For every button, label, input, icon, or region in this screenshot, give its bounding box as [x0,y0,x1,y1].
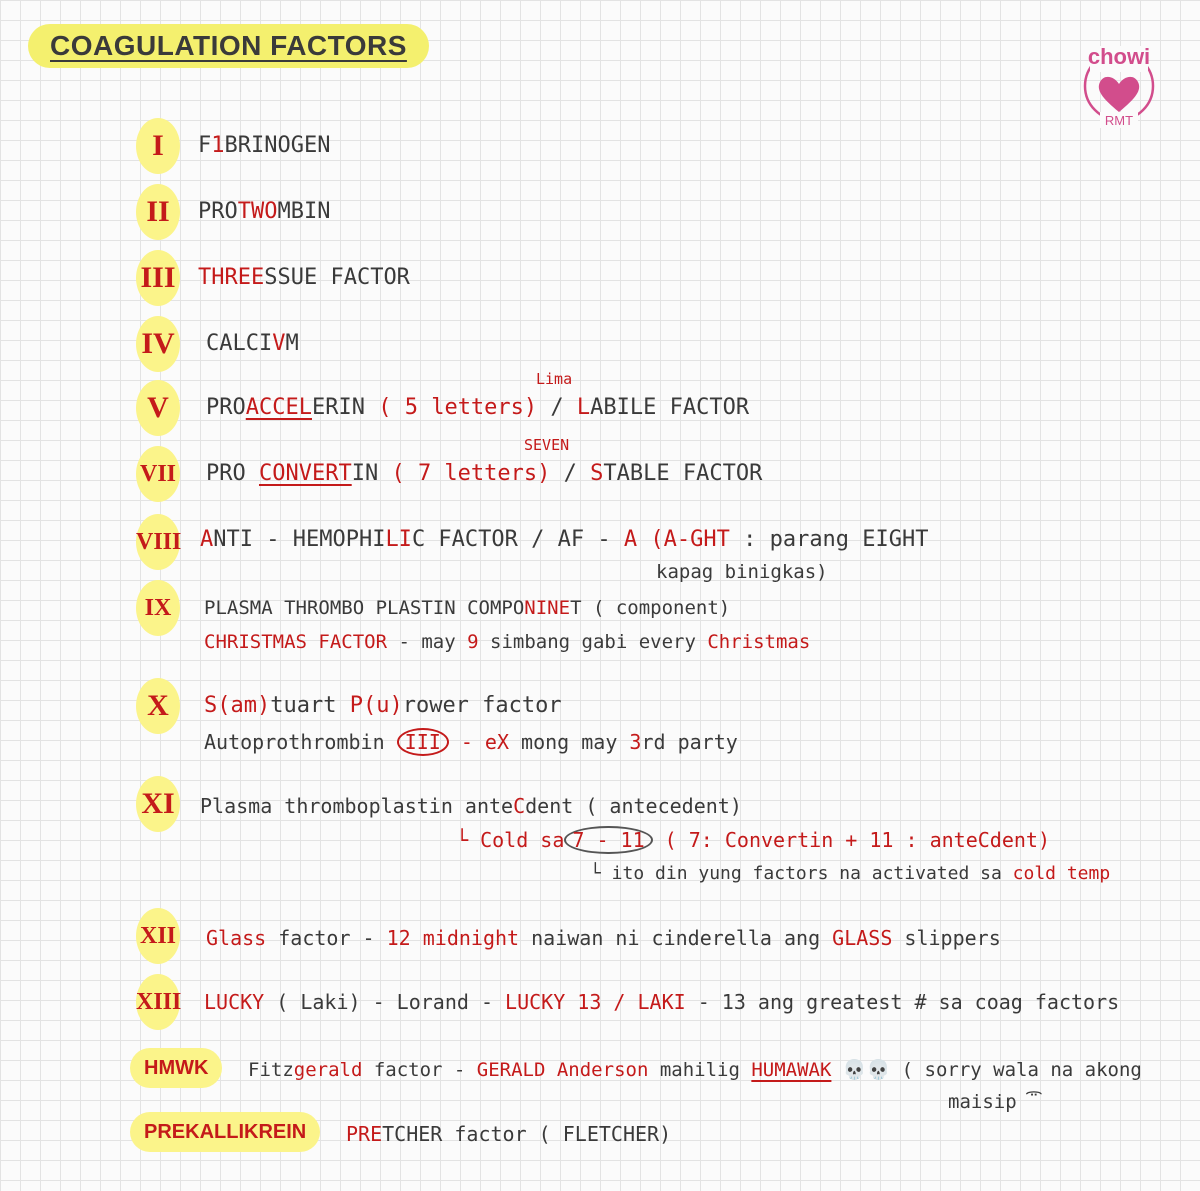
text-segment: BRINOGEN [224,133,331,158]
text-segment: ERIN [311,395,365,420]
text-segment: Lorand [396,990,469,1014]
text-segment: 3 [629,730,642,754]
numeral-xi: XI [136,776,180,832]
text-segment: slippers [892,926,1001,950]
factor-xii-line [206,924,1001,952]
text-segment: └ Cold sa [456,828,565,852]
text-segment: MBIN [277,199,331,224]
text-segment: : parang EIGHT [729,527,929,552]
numeral-v: V [136,380,180,436]
numeral-ix: IX [136,580,180,636]
text-segment: Plasma thromboplastin ante [200,794,514,818]
factor-viii-line-1 [200,526,929,554]
text-segment: 1 [211,133,225,158]
factor-v-line [206,394,749,422]
text-segment: F [198,133,212,158]
logo-top-text: chowi [1087,44,1151,69]
text-segment: ( 7 letters) [391,461,551,486]
text-segment: C [977,828,990,852]
text-segment: III [397,728,449,756]
text-segment: Glass [206,926,267,950]
factor-viii-line-2: kapag binigkas) [656,561,828,583]
page-title: COAGULATION FACTORS [28,24,429,68]
label-hmwk: HMWK [130,1048,222,1088]
text-segment: tuart [270,693,350,718]
text-segment: / [550,395,564,420]
text-segment: / [563,461,577,486]
text-segment: - [468,990,506,1014]
text-segment: HUMAWAK [751,1059,832,1081]
text-segment: V [272,331,286,356]
text-segment: └ ito din yung factors na activated sa [590,863,1013,884]
text-segment: GERALD Anderson [476,1059,649,1081]
numeral-viii: VIII [136,514,180,570]
text-segment: Fitz [248,1059,294,1081]
text-segment: LI [385,527,412,552]
text-segment: NTI - HEMOPHI [213,527,386,552]
chowi-rmt-logo [1082,24,1156,130]
numeral-vii: VII [136,446,180,502]
text-segment: Christmas [707,631,811,653]
factor-vii-note: SEVEN [524,436,570,454]
text-segment: cold temp [1012,863,1111,884]
factor-vii-line [206,460,762,488]
text-segment: PRO [198,199,238,224]
text-segment: GLASS [832,926,893,950]
text-segment: A [200,527,214,552]
text-segment: PLASMA THROMBO PLASTIN COMPO [204,597,525,619]
label-prekallikrein: PREKALLIKREIN [130,1112,320,1152]
numeral-i: I [136,118,180,174]
text-segment: CALCI [206,331,273,356]
numeral-xii: XII [136,908,180,964]
factor-xi-line-2 [456,826,1050,854]
text-segment: gerald [293,1059,363,1081]
text-segment: dent) [989,828,1051,852]
text-segment: onvertin + 11 : ante [736,828,978,852]
numeral-xiii: XIII [136,974,180,1030]
factor-x-line-1 [204,692,562,720]
text-segment: 💀💀 [831,1059,902,1081]
prekallikrein-line [346,1120,671,1148]
text-segment: PRE [346,1122,383,1146]
text-segment: CHRISTMAS FACTOR [204,631,388,653]
text-segment: THREE [198,265,265,290]
text-segment: ( Laki) - [264,990,397,1014]
text-segment: PRO [206,461,259,486]
text-segment: TCHER factor ( FLETCHER) [382,1122,672,1146]
text-segment: - e [448,730,497,754]
factor-xi-line-1 [200,792,742,820]
text-segment: ( sorry wala na akong [901,1059,1142,1081]
text-segment: X [496,730,509,754]
text-segment: simbang gabi every [478,631,708,653]
text-segment: 12 midnight [386,926,520,950]
text-segment: C [724,828,737,852]
text-segment: C FACTOR / AF - [411,527,624,552]
factor-xiii-line [204,988,1119,1016]
text-segment: ( 7: [652,828,725,852]
numeral-x: X [136,678,180,734]
factor-x-line-2 [204,728,738,756]
factor-v-note: Lima [536,370,573,388]
text-segment: C [513,794,526,818]
text-segment: IN [351,461,379,486]
factor-i-line [198,132,330,160]
text-segment: ABILE FACTOR [590,395,750,420]
text-segment: T ( component) [570,597,731,619]
text-segment: LUCKY [204,990,265,1014]
text-segment: - may [387,631,468,653]
text-segment: factor - [266,926,387,950]
text-segment: (A-GHT [650,527,730,552]
text-segment: - 13 ang greatest # sa coag factors [685,990,1120,1014]
text-segment: naiwan ni cinderella ang [519,926,833,950]
text-segment: 9 [467,631,479,653]
text-segment: PRO [206,395,246,420]
heart-icon [1099,77,1139,112]
text-segment: Autoprothrombin [204,730,397,754]
factor-ii-line [198,198,330,226]
numeral-ii: II [136,184,180,240]
text-segment: L [576,395,591,420]
text-segment: SSUE FACTOR [264,265,410,290]
factor-iii-line [198,264,410,292]
text-segment: S [590,461,604,486]
text-segment: factor - [362,1059,477,1081]
factor-xi-line-3 [590,860,1110,888]
text-segment: mong may [509,730,630,754]
factor-ix-line-1 [204,594,730,622]
text-segment: TABLE FACTOR [603,461,763,486]
text-segment: rower factor [402,693,562,718]
text-segment: NINE [524,597,571,619]
text-segment: P(u) [349,693,403,718]
factor-ix-line-2 [204,628,810,656]
logo-bottom-text: RMT [1104,113,1134,128]
text-segment: S(am) [204,693,271,718]
text-segment: TWO [237,199,278,224]
text-segment: rd party [641,730,738,754]
text-segment: LUCKY 13 / LAKI [505,990,686,1014]
hmwk-line-2: maisip ̈͡ [948,1091,1040,1113]
text-segment: mahilig [648,1059,752,1081]
text-segment: M [285,331,299,356]
numeral-iii: III [136,250,180,306]
numeral-iv: IV [136,316,180,372]
hmwk-line-1 [248,1056,1142,1084]
text-segment: CONVERT [258,461,352,486]
text-segment: ( 5 letters) [378,395,538,420]
text-segment: A [623,527,638,552]
text-segment: dent ( antecedent) [525,794,742,818]
text-segment: 7 - 11 [564,826,652,854]
text-segment: ACCEL [245,395,312,420]
factor-iv-line [206,330,299,358]
